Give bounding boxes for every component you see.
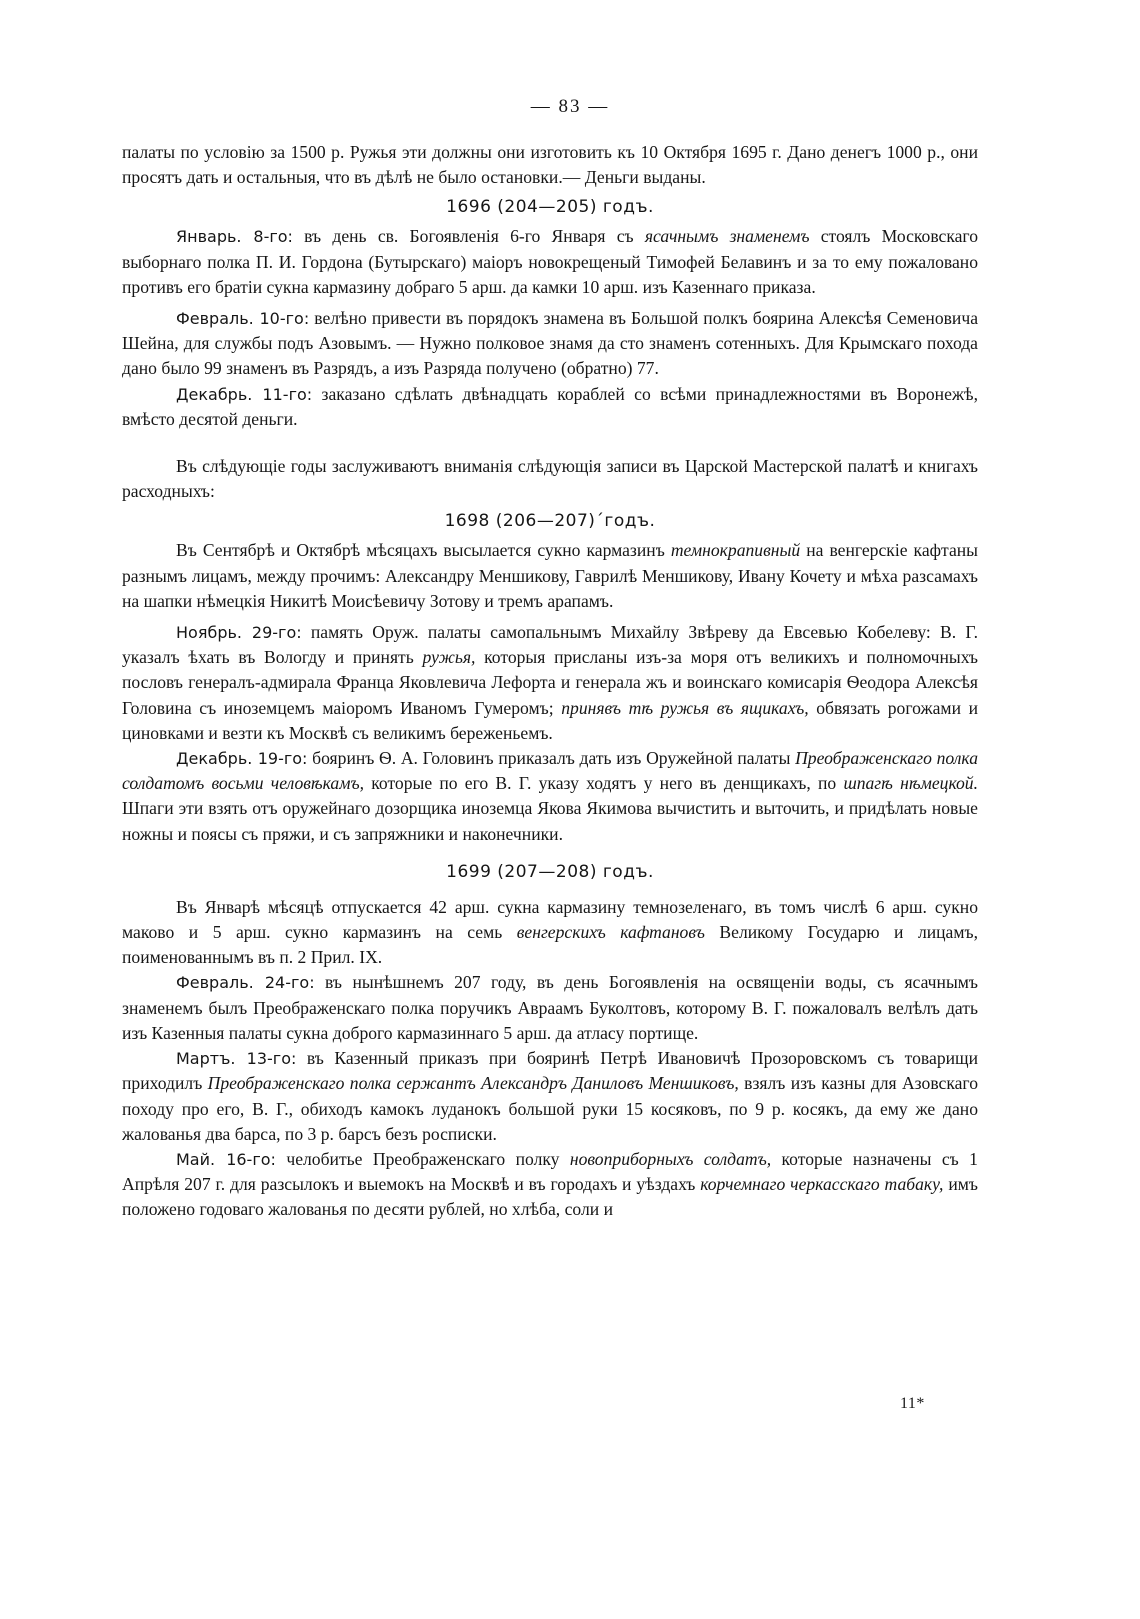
text-column xyxy=(122,140,978,1223)
entry-text: на венгерскіе кафтаны разнымъ лицамъ, между прочимъ: Александру Меншикову, Гаврилѣ Меншикову, Ивану Кочету и мѣха разсамахъ на шапки нѣмецкія Никитѣ Моисѣевичу Зотову и тремъ арапамъ. xyxy=(122,540,978,611)
entry-text: въ Казенный приказъ при бояринѣ Петрѣ Ивановичѣ Прозоровскомъ съ товарищи приходилъ xyxy=(122,1048,978,1094)
entry-text: бояринъ Ѳ. А. Головинъ приказалъ дать изъ Оружейной палаты xyxy=(307,748,796,769)
italic-phrase: ружья, xyxy=(422,647,476,668)
date-label: Февраль. 24-го: xyxy=(176,973,315,993)
year-heading-1698: 1698 (206—207)΄годъ. xyxy=(444,511,656,532)
entry-1699-march xyxy=(122,1046,978,1147)
entry-text: въ нынѣшнемъ 207 году, въ день Богоявленія на освященіи воды, съ ясачнымъ знаменемъ былъ Преображенскаго полка поручикъ Авраамъ Буколтовъ, которому В. Г. пожаловалъ велѣлъ дать изъ Казенныя палаты сукна доброго кармазиннаго 5 арш. да атласу портище. xyxy=(122,972,979,1043)
entry-1696-december xyxy=(122,382,978,432)
transition-paragraph: Въ слѣдующіе годы заслуживаютъ вниманія слѣдующія записи въ Царской Мастерской палатѣ и книгахъ расходныхъ: xyxy=(122,456,978,502)
italic-phrase: шпагѣ нѣмецкой. xyxy=(843,773,978,794)
signature-mark: 11* xyxy=(900,1395,925,1412)
entry-1698-september xyxy=(122,538,978,614)
italic-phrase: ясачнымъ знаменемъ xyxy=(644,226,810,247)
entry-1699-january xyxy=(122,895,978,971)
italic-phrase: корчемнаго черкасскаго табаку, xyxy=(700,1174,944,1195)
entry-1698-december xyxy=(122,746,978,847)
entry-text: Въ Сентябрѣ и Октябрѣ мѣсяцахъ высылается сукно кармазинъ xyxy=(176,540,671,561)
entry-1696-february xyxy=(122,306,978,382)
entry-1699-may xyxy=(122,1147,978,1223)
date-label: Декабрь. 11-го: xyxy=(176,384,313,404)
entry-text: которыя присланы изъ-за моря отъ великихъ и полномочныхъ пословъ генералъ-адмирала Франца Яковлевича Лефорта и генерала жъ и воинскаго комисарія Ѳеодора Алексѣя Головина съ иноземцемъ маіоромъ Иваномъ Гумеромъ; xyxy=(122,647,978,718)
entry-text: заказано сдѣлать двѣнадцать кораблей со всѣми принадлежностями въ Воронежѣ, вмѣсто десятой деньги. xyxy=(122,383,978,429)
entry-text: которые по его В. Г. указу ходятъ у него въ денщикахъ, по xyxy=(363,773,844,794)
entry-text: велѣно привести въ порядокъ знамена въ Большой полкъ боярина Алексѣя Семеновича Шейна, для службы подъ Азовымъ. — Нужно полковое знамя да сто знаменъ сотенныхъ. Для Крымскаго похода дано было 99 знаменъ въ Разрядъ, а изъ Разряда получено (обратно) 77. xyxy=(122,308,978,379)
entry-text: взялъ изъ казны для Азовскаго походу про его, В. Г., обиходъ камокъ луданокъ большой руки 15 косяковъ, по 9 р. косякъ, да ему же дано жалованья два барса, по 3 р. барсъ безъ росписки. xyxy=(122,1073,979,1144)
entry-text: память Оруж. палаты самопальнымъ Михайлу Звѣреву да Евсевью Кобелеву: В. Г. указалъ ѣхать въ Вологду и принять xyxy=(122,622,978,668)
entry-text: имъ положено годоваго жалованья по десяти рублей, но хлѣба, соли и xyxy=(122,1174,978,1220)
year-heading-1699: 1699 (207—208) годъ. xyxy=(446,861,654,882)
italic-phrase: Преображенскаго полка сержантъ Александръ Даниловъ Меншиковъ, xyxy=(207,1073,739,1094)
entry-1699-february xyxy=(122,970,978,1046)
entry-text: Шпаги эти взять отъ оружейнаго дозорщика иноземца Якова Якимова вычистить и выточить, и придѣлать новые ножны и поясы съ пряжи, и съ запряжники и наконечники. xyxy=(122,798,978,844)
date-label: Ноябрь. 29-го: xyxy=(176,623,302,643)
italic-phrase: венгерскихъ кафтановъ xyxy=(516,922,705,943)
date-label: Май. 16-го: xyxy=(176,1149,276,1169)
entry-1696-january xyxy=(122,224,978,300)
italic-phrase: принявъ тѣ ружья въ ящикахъ, xyxy=(561,697,809,718)
date-label: Декабрь. 19-го: xyxy=(176,749,308,769)
italic-phrase: новоприборныхъ солдатъ, xyxy=(569,1148,772,1169)
entry-text: Въ Январѣ мѣсяцѣ отпускается 42 арш. сукна кармазину темнозеленаго, въ томъ числѣ 6 арш. сукно маково и 5 арш. сукно кармазинъ на семь xyxy=(122,896,978,943)
entry-text: въ день св. Богоявленія 6-го Января съ xyxy=(292,226,645,247)
entry-text: стоялъ Московскаго выборнаго полка П. И. Гордона (Бутырскаго) маіоръ новокрещеный Тимофей Белавинъ и за то ему пожаловано противъ его братіи сукна кармазину добраго 5 арш. да камки 10 арш. изъ Казеннаго приказа. xyxy=(122,226,979,297)
date-label: Январь. 8-го: xyxy=(176,227,293,247)
date-label: Мартъ. 13-го: xyxy=(176,1049,297,1069)
date-label: Февраль. 10-го: xyxy=(176,309,310,329)
italic-phrase: Преображенскаго полка солдатомъ восьми человѣкамъ, xyxy=(122,748,978,794)
year-heading-1696: 1696 (204—205) годъ. xyxy=(446,197,654,218)
entry-text: челобитье Преображенскаго полку xyxy=(275,1148,570,1169)
entry-text: обвязать рогожами и циновками и везти къ Москвѣ съ великимъ береженьемъ. xyxy=(122,697,978,743)
entry-text: Великому Государю и лицамъ, поименованнымъ въ п. 2 Прил. IX. xyxy=(122,922,978,968)
entry-text: которые назначены съ 1 Апрѣля 207 г. для разсылокъ и выемокъ на Москвѣ и въ городахъ и уѣздахъ xyxy=(122,1148,978,1195)
entry-1698-november xyxy=(122,620,978,746)
page-number: — 83 — xyxy=(530,96,610,117)
intro-paragraph: палаты по условію за 1500 р. Ружья эти должны они изготовить къ 10 Октября 1695 г. Дано денегъ 1000 р., они просятъ дать и остальныя, что въ дѣлѣ не было остановки.— Деньги выданы. xyxy=(122,142,978,188)
italic-phrase: темнокрапивный xyxy=(670,540,801,561)
